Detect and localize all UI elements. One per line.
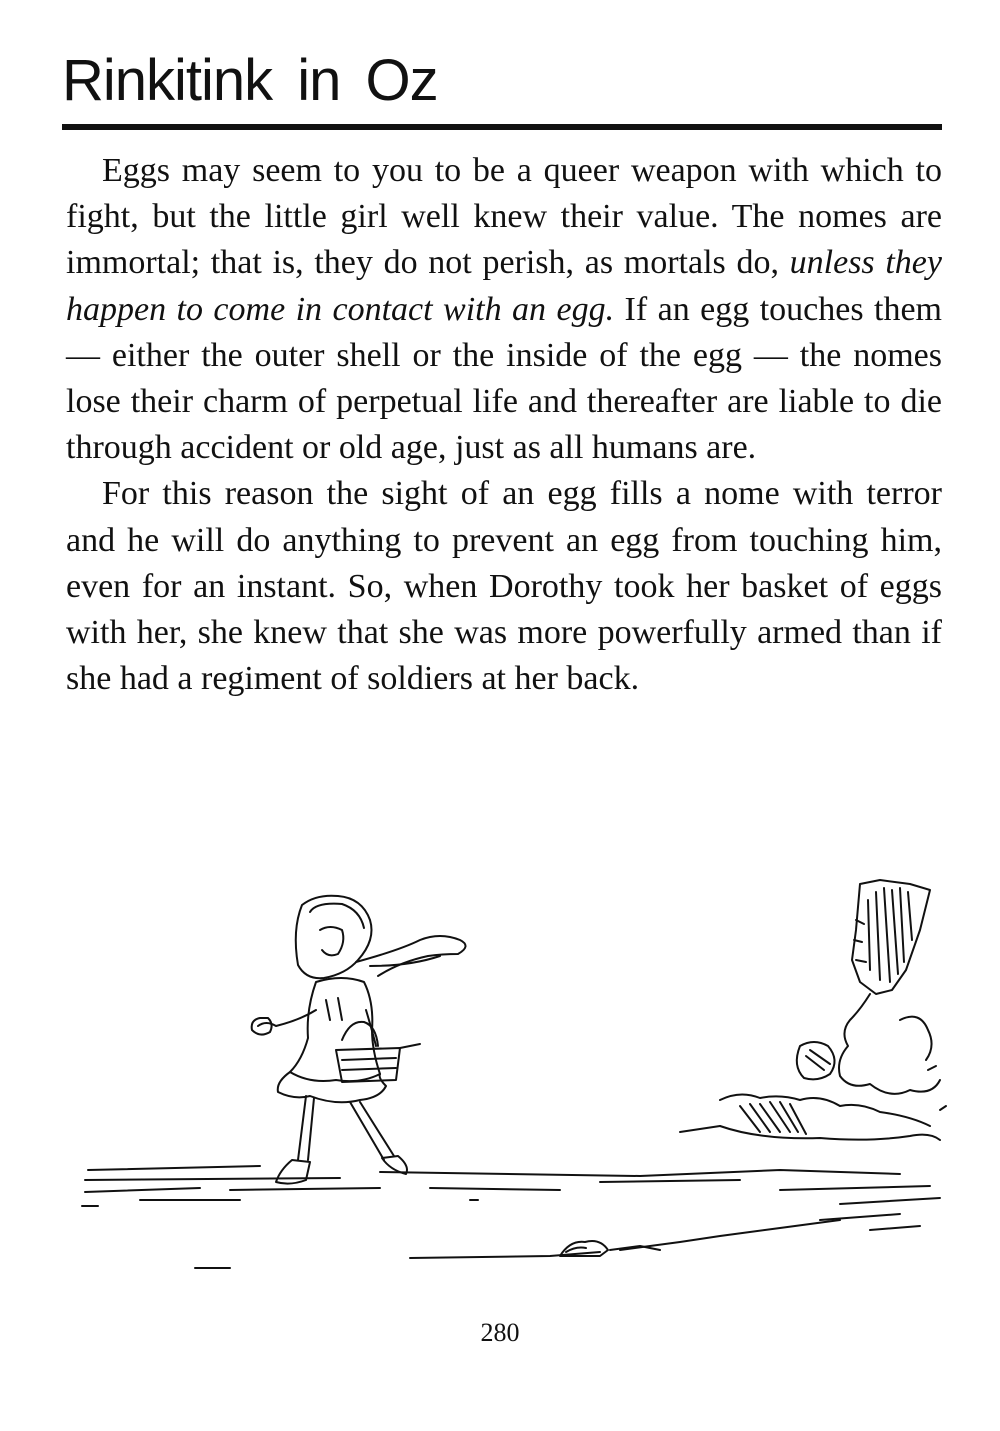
ground-lines [82, 1166, 940, 1268]
paragraph-1-tail: If an egg touches them — either the outer shell or the inside of the egg — the nomes lose their charm of perpetual life and thereafter are liable to die through accident or old age, just as all humans are. [66, 290, 942, 467]
paragraph-2: For this reason the sight of an egg fills a nome with terror and he will do anything to prevent an egg from touching him, even for an instant. So, when Dorothy took her basket of eggs with her, she knew that she was more powerfully armed than if she had a regiment of soldiers at her back. [66, 475, 942, 698]
dorothy-figure [252, 896, 466, 1184]
paragraph-1-italic: unless they happen to come in contact with an egg. [66, 244, 942, 328]
running-head-title: Rinkitink in Oz [62, 48, 438, 113]
paragraph-1-lead: Eggs may seem to you to be a queer weapon with which to fight, but the little girl well knew their value. The nomes are immortal; that is, they do not perish, as mortals do, [66, 152, 942, 282]
body-text [66, 148, 942, 702]
header-rule [62, 124, 942, 130]
paragraph-1 [66, 148, 942, 471]
rock-cliff [680, 880, 946, 1140]
page-number: 280 [480, 1318, 520, 1347]
illustration-dorothy-running [80, 870, 950, 1280]
